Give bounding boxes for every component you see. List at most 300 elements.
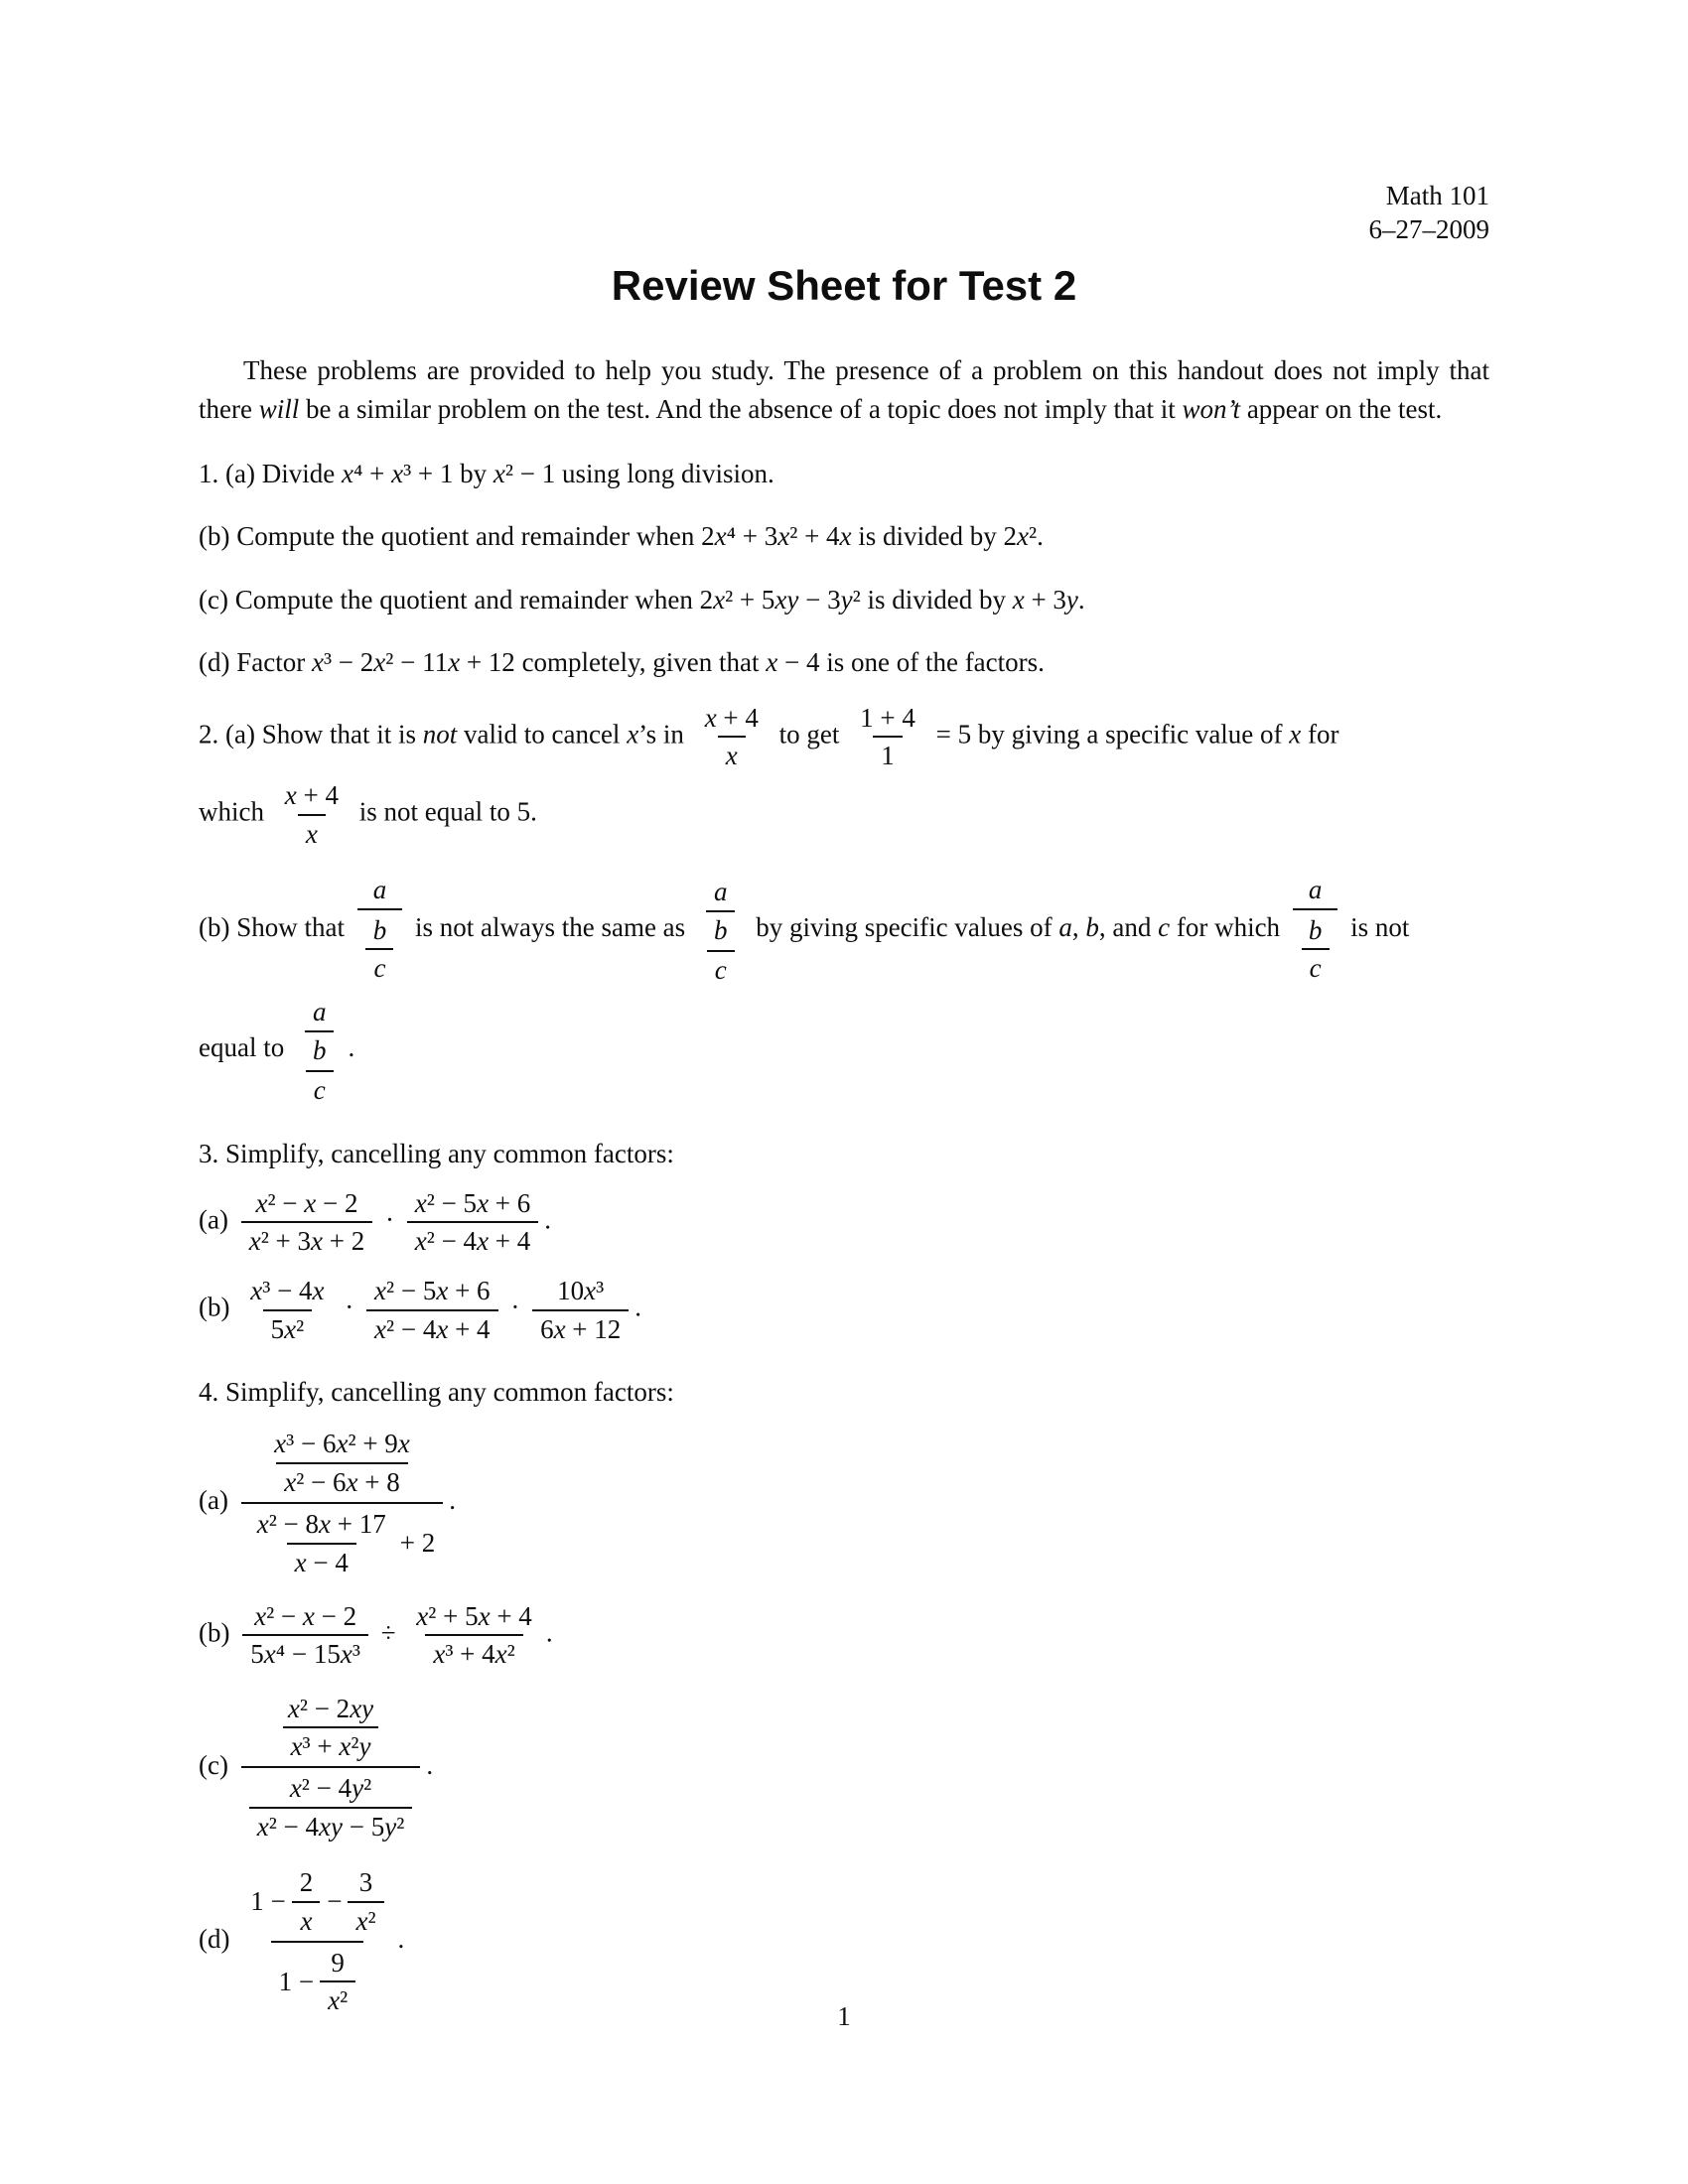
math-run: a — [1058, 912, 1072, 943]
math-run: ÷ — [373, 1617, 403, 1648]
problem-4b — [199, 1598, 1489, 1673]
math-run: 1 − — [278, 1967, 315, 1997]
text-run: . — [449, 1485, 456, 1516]
fraction-denominator — [241, 1221, 373, 1259]
text-run: to get — [772, 719, 847, 750]
math-run: ⁴ − 15 — [275, 1639, 341, 1670]
math-run: ² − — [266, 1600, 303, 1631]
math-run: a — [372, 875, 387, 905]
math-run: ² — [351, 1731, 359, 1762]
fraction-numerator — [408, 1598, 540, 1634]
math-run: ² − 5 — [426, 1187, 478, 1218]
text-run: for — [1301, 719, 1339, 750]
fraction-numerator — [272, 1689, 389, 1767]
fraction-denominator — [298, 814, 326, 852]
math-run: c — [313, 1075, 326, 1106]
math-run: ² — [852, 584, 861, 614]
math-expression — [355, 1905, 375, 1937]
math-run: ² — [396, 1811, 405, 1842]
math-run: ² − 4 — [426, 1226, 478, 1257]
math-expression — [1289, 719, 1301, 749]
fraction-denominator — [707, 950, 735, 988]
math-expression — [416, 1600, 532, 1632]
fraction — [698, 872, 744, 988]
math-expression — [374, 1313, 491, 1345]
math-run: x — [414, 1226, 427, 1257]
fraction — [357, 872, 403, 988]
fraction — [365, 912, 395, 987]
math-run: − 2 — [314, 1600, 357, 1631]
emphasized-text: won’t — [1182, 394, 1241, 425]
math-run: x — [477, 1226, 490, 1257]
fraction-numerator — [282, 1770, 379, 1806]
fraction-denominator — [292, 1901, 320, 1939]
text-run: 4. Simplify, cancelling any common factors: — [199, 1377, 674, 1408]
math-run: 1 — [881, 741, 895, 771]
math-run: a — [1308, 875, 1323, 905]
fraction-numerator — [280, 1691, 381, 1726]
fraction — [242, 1273, 332, 1347]
math-expression — [250, 1638, 360, 1670]
problem-4a — [199, 1424, 1489, 1582]
math-expression — [766, 647, 819, 677]
math-expression — [1058, 912, 1072, 942]
math-run: + 4 — [296, 780, 339, 811]
math-run: x — [340, 1639, 352, 1670]
math-run: ² + 3 — [260, 1226, 312, 1257]
fraction-denominator — [1293, 908, 1338, 989]
math-run: x — [436, 1276, 449, 1306]
text-run: valid to cancel — [457, 719, 628, 750]
fraction-denominator — [242, 1634, 368, 1672]
fraction-numerator — [366, 1273, 498, 1308]
math-run: ² + 5 — [428, 1600, 479, 1631]
fraction-numerator — [323, 1945, 352, 1980]
math-run: c — [373, 953, 386, 984]
math-run: x — [766, 646, 778, 677]
math-run: · — [338, 1293, 361, 1323]
math-run: ² − — [267, 1187, 305, 1218]
math-expression — [374, 1275, 491, 1306]
math-run: 5 — [250, 1639, 264, 1670]
math-run: x — [341, 459, 353, 489]
text-run: (b) Compute the quotient and remainder when — [199, 521, 702, 552]
text-run: is not always the same as — [408, 912, 692, 943]
math-run: x — [311, 1226, 324, 1257]
fraction — [249, 1506, 394, 1580]
math-expression — [1085, 912, 1099, 942]
fraction — [532, 1273, 629, 1347]
math-run: c — [714, 955, 727, 986]
math-expression — [284, 1466, 400, 1498]
math-run: x — [477, 1187, 490, 1218]
fraction — [407, 1185, 539, 1260]
math-expression — [257, 1811, 405, 1843]
problem-1c — [199, 583, 1489, 617]
math-run: x — [374, 1313, 387, 1344]
fraction-denominator — [241, 1766, 421, 1846]
math-expression — [1004, 521, 1038, 551]
math-run: − — [327, 1886, 343, 1917]
math-run: x — [355, 1905, 368, 1936]
fraction-denominator — [249, 1807, 413, 1844]
math-run: ² − 4 — [386, 1313, 437, 1344]
fraction-numerator — [1301, 872, 1331, 907]
math-run: x — [256, 1811, 269, 1842]
text-run: is divided by — [860, 584, 1013, 614]
math-run: ² — [363, 1773, 372, 1804]
fraction-numerator — [297, 992, 343, 1070]
math-run: + 4 — [490, 1600, 532, 1631]
fraction-numerator — [549, 1273, 612, 1308]
problem-2b-line2 — [199, 992, 1489, 1108]
fraction-denominator — [366, 1309, 498, 1347]
math-run: x — [256, 1509, 269, 1540]
math-run: 2 — [699, 584, 714, 614]
fraction-denominator — [348, 1901, 383, 1939]
page-title: Review Sheet for Test 2 — [611, 262, 1077, 310]
text-run: , — [1071, 912, 1086, 943]
fraction — [408, 1598, 540, 1673]
text-run: (d) Factor — [199, 646, 312, 677]
text-run: completely, given that — [514, 646, 767, 677]
math-run: b — [1085, 912, 1099, 943]
math-run: x — [448, 646, 461, 677]
math-run: ² — [296, 1313, 305, 1344]
math-run: − 3 — [798, 584, 841, 614]
fraction-denominator — [718, 736, 746, 773]
math-run: ² − 2 — [299, 1693, 351, 1723]
math-expression — [249, 1225, 365, 1257]
math-expression — [374, 1618, 402, 1648]
fraction-denominator — [357, 908, 403, 989]
math-run: y — [352, 1773, 364, 1804]
math-run: ² — [506, 1639, 515, 1670]
fraction-numerator — [266, 1426, 418, 1461]
math-run: ³ − 2 — [323, 646, 374, 677]
math-run: x — [374, 1276, 387, 1306]
problem-2b-line1 — [199, 872, 1489, 988]
math-run: + 2 — [399, 1528, 436, 1559]
text-run: 3. Simplify, cancelling any common factors: — [199, 1138, 674, 1168]
math-run: x — [311, 646, 324, 677]
text-run: (a) — [199, 1485, 235, 1516]
math-run: a — [713, 877, 728, 907]
math-run: x — [346, 1466, 358, 1497]
math-expression — [493, 459, 555, 488]
text-run: . — [634, 1293, 642, 1323]
math-run: 1 + 4 — [860, 702, 915, 733]
fraction-denominator — [305, 1030, 335, 1068]
math-run: b — [312, 1034, 327, 1065]
math-run: y — [1065, 584, 1078, 614]
math-run: c — [1158, 912, 1171, 943]
math-run: b — [1308, 914, 1323, 945]
math-run: x — [339, 1731, 352, 1762]
fraction-numerator — [249, 1506, 394, 1542]
math-run: ² − 6 — [296, 1466, 347, 1497]
math-run: · — [378, 1204, 401, 1235]
math-expression — [342, 459, 453, 488]
text-run: 1. (a) Divide — [199, 459, 342, 489]
math-run: ² + 9 — [348, 1429, 398, 1459]
math-expression — [929, 719, 971, 749]
math-run: = 5 — [928, 719, 972, 750]
math-expression — [313, 996, 327, 1027]
math-expression — [1310, 952, 1322, 984]
math-expression — [339, 1293, 361, 1322]
math-expression — [313, 1034, 327, 1066]
math-run: − 4 — [306, 1547, 349, 1577]
text-run: . — [397, 1924, 405, 1955]
math-expression — [1158, 912, 1170, 942]
text-run: for which — [1170, 912, 1287, 943]
text-run: (c) — [199, 1749, 235, 1780]
math-expression — [400, 1527, 435, 1559]
math-expression — [715, 954, 727, 986]
math-expression — [359, 1866, 373, 1898]
math-run: ⁴ + — [352, 459, 392, 489]
text-run: by giving a specific value of — [971, 719, 1290, 750]
fraction — [706, 874, 736, 948]
math-run: x — [328, 1985, 341, 2016]
math-run: c — [1309, 953, 1322, 984]
math-run: 10 — [557, 1276, 585, 1306]
fraction — [249, 1770, 413, 1844]
fraction — [242, 1862, 391, 2021]
math-expression — [557, 1275, 604, 1306]
math-expression — [254, 1600, 356, 1632]
math-run: x — [436, 1313, 449, 1344]
text-run: (d) — [199, 1924, 237, 1955]
text-run: be a similar problem on the test. And the absence of a topic does not imply that it — [299, 394, 1183, 425]
fraction — [266, 1426, 418, 1500]
fraction-denominator — [407, 1221, 539, 1259]
fraction-numerator — [292, 1864, 322, 1900]
math-run: x — [319, 1509, 332, 1540]
math-run: x — [1017, 521, 1030, 552]
math-run: x — [704, 702, 717, 733]
math-run: ² − 5 — [386, 1276, 437, 1306]
text-run: which — [199, 797, 271, 828]
math-run: a — [312, 997, 327, 1027]
math-expression — [1309, 874, 1323, 905]
math-expression — [373, 874, 387, 905]
math-expression — [300, 1905, 312, 1937]
math-run: · — [503, 1293, 527, 1323]
math-run: x — [294, 1547, 307, 1577]
math-run: ² − 11 — [385, 646, 449, 677]
fraction-denominator — [276, 1462, 408, 1500]
math-run: + 2 — [323, 1226, 365, 1257]
math-run: 2 — [299, 1867, 314, 1898]
emphasized-text: not — [422, 719, 458, 750]
math-expression — [726, 740, 738, 771]
fraction-numerator — [242, 1862, 391, 1941]
fraction-numerator — [246, 1598, 364, 1634]
math-run: x — [1012, 584, 1025, 614]
math-run: xy — [774, 584, 799, 614]
fraction-denominator — [532, 1309, 629, 1347]
math-run: x — [289, 1773, 302, 1804]
text-run: . — [544, 1204, 552, 1235]
math-expression — [373, 914, 387, 946]
math-expression — [701, 521, 851, 551]
math-run: x — [263, 1639, 276, 1670]
math-run: x — [478, 1600, 491, 1631]
text-run: is divided by — [851, 521, 1004, 552]
text-run: (b) — [199, 1617, 237, 1648]
problem-4c — [199, 1689, 1489, 1847]
fraction — [1293, 872, 1338, 988]
text-run: . — [1077, 584, 1085, 614]
math-run: ⁴ + 3 — [726, 521, 778, 552]
math-run: + 8 — [357, 1466, 400, 1497]
math-run: x — [305, 818, 318, 849]
fraction-numerator — [365, 872, 395, 907]
math-run: x — [254, 1600, 267, 1631]
text-run: These problems are provided to help you study. The presence of a problem on this handout does not imply that there — [199, 355, 1489, 425]
fraction-denominator — [287, 1543, 356, 1580]
fraction-numerator — [852, 700, 923, 736]
math-expression — [433, 1638, 514, 1670]
math-run: 2 — [701, 521, 715, 552]
math-run: b — [372, 914, 387, 945]
text-run: is one of the factors. — [819, 646, 1045, 677]
fraction-denominator — [241, 1502, 444, 1582]
fraction-numerator — [242, 1273, 332, 1308]
math-run: x — [312, 1276, 325, 1306]
math-run: + 17 — [331, 1509, 386, 1540]
math-run: ² + 5 — [725, 584, 775, 614]
math-run: x — [414, 1187, 427, 1218]
math-run: x — [287, 1693, 300, 1723]
problem-1a — [199, 457, 1489, 491]
text-run: by — [453, 459, 493, 489]
math-expression — [378, 1204, 401, 1234]
math-run: 1 − — [250, 1886, 286, 1917]
problem-4-heading — [199, 1375, 1489, 1410]
math-run: ³ — [596, 1276, 605, 1306]
fraction — [852, 700, 923, 774]
math-run: 9 — [331, 1948, 345, 1979]
fraction-numerator — [305, 994, 335, 1029]
math-run: x — [373, 646, 386, 677]
fraction — [348, 1864, 383, 1939]
text-run: is not equal to 5. — [352, 797, 537, 828]
fraction — [292, 1864, 322, 1939]
math-expression — [327, 1885, 342, 1917]
fraction-denominator — [425, 1634, 522, 1672]
fraction — [305, 994, 335, 1068]
math-expression — [881, 740, 895, 771]
problem-1b — [199, 519, 1489, 554]
fraction-numerator — [407, 1185, 539, 1221]
math-run: ³ + 4 — [445, 1639, 495, 1670]
text-run: appear on the test. — [1240, 394, 1443, 425]
math-expression — [714, 914, 728, 946]
math-run: x — [302, 1600, 315, 1631]
fraction-numerator — [697, 700, 767, 736]
math-expression — [700, 585, 861, 614]
fraction-numerator — [258, 1424, 426, 1502]
math-run: ³ + 1 — [403, 459, 454, 489]
fraction — [697, 700, 767, 774]
fraction-denominator — [706, 910, 736, 948]
math-run: 5 — [270, 1313, 285, 1344]
math-expression — [705, 702, 759, 734]
problem-3-heading — [199, 1137, 1489, 1171]
fraction-numerator — [277, 777, 347, 813]
fraction — [242, 1598, 368, 1673]
text-run: (b) — [199, 1293, 237, 1323]
fraction-numerator — [352, 1864, 381, 1900]
math-run: x — [839, 521, 852, 552]
fraction — [366, 1273, 498, 1347]
math-run: 3 — [358, 1867, 373, 1898]
math-run: x — [290, 1731, 303, 1762]
math-run: ³ + — [302, 1731, 340, 1762]
math-expression — [714, 876, 728, 907]
math-expression — [540, 1313, 621, 1345]
math-expression — [291, 1730, 371, 1762]
math-run: + 6 — [489, 1187, 531, 1218]
math-expression — [314, 1074, 326, 1106]
math-run: x — [248, 1226, 261, 1257]
math-run: + 6 — [448, 1276, 491, 1306]
math-expression — [860, 702, 915, 734]
text-run: is not — [1343, 912, 1410, 943]
math-run: + 3 — [1024, 584, 1066, 614]
math-run: − 5 — [343, 1811, 385, 1842]
math-run: x — [494, 1639, 507, 1670]
math-expression — [300, 1866, 314, 1898]
math-expression — [306, 818, 318, 850]
text-run: equal to — [199, 1032, 291, 1063]
problem-1d — [199, 645, 1489, 680]
math-run: x — [304, 1187, 317, 1218]
math-expression — [257, 1508, 386, 1540]
text-run: (b) Show that — [199, 912, 352, 943]
math-expression — [627, 719, 638, 749]
math-run: x — [255, 1187, 268, 1218]
math-run: x — [627, 719, 639, 750]
math-run: x — [713, 584, 726, 614]
text-run: . — [1037, 521, 1044, 552]
text-run: 2. (a) Show that it is — [199, 719, 423, 750]
math-run: ³ − 4 — [262, 1276, 313, 1306]
fraction-numerator — [365, 912, 395, 948]
math-run: + 12 — [565, 1313, 622, 1344]
math-expression — [255, 1187, 357, 1219]
math-run: xy — [350, 1693, 374, 1723]
problem-2a-line1 — [199, 700, 1489, 774]
math-run: ² − 1 — [504, 459, 556, 489]
fraction-denominator — [1302, 948, 1330, 986]
math-run: x — [391, 459, 404, 489]
math-run: + 4 — [716, 702, 759, 733]
text-run: ’s in — [638, 719, 691, 750]
fraction-numerator — [247, 1185, 365, 1221]
math-run: b — [713, 914, 728, 945]
fraction-numerator — [1301, 912, 1331, 948]
page-number: 1 — [837, 2001, 851, 2031]
math-run: ² − 4 — [301, 1773, 352, 1804]
fraction — [297, 992, 343, 1108]
math-run: ² — [367, 1905, 376, 1936]
math-run: xy — [319, 1811, 343, 1842]
math-run: − 4 — [777, 646, 820, 677]
